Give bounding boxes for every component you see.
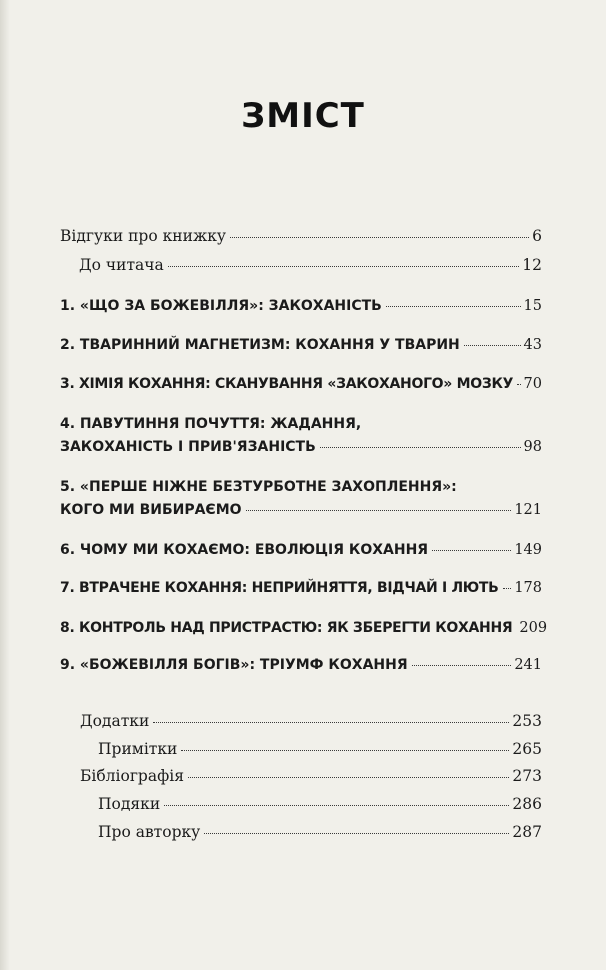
- toc-chapter-page: 178: [514, 580, 542, 596]
- dot-leader: [517, 384, 520, 385]
- dot-leader: [386, 306, 521, 307]
- toc-entry-back-2[interactable]: [98, 740, 542, 758]
- toc-chapter-label: 8. КОНТРОЛЬ НАД ПРИСТРАСТЮ: ЯК ЗБЕРЕГТИ КОХАННЯ: [60, 620, 513, 636]
- toc-entry-label: Додатки: [80, 712, 150, 730]
- toc-entry-page: 6: [532, 227, 542, 245]
- dot-leader: [320, 447, 521, 448]
- toc-entry-page: 265: [512, 740, 542, 758]
- dot-leader: [503, 588, 512, 589]
- dot-leader: [164, 805, 509, 806]
- toc-chapter-4-line1: 4. ПАВУТИННЯ ПОЧУТТЯ: ЖАДАННЯ,: [60, 416, 362, 432]
- toc-entry-page: 286: [512, 795, 542, 813]
- toc-entry-back-3[interactable]: [80, 767, 542, 785]
- toc-chapter-page: 43: [523, 337, 542, 353]
- toc-entry-page: 253: [512, 712, 542, 730]
- toc-entry-label: До читача: [79, 256, 164, 274]
- toc-chapter-7[interactable]: [60, 580, 542, 596]
- dot-leader: [153, 722, 509, 723]
- toc-chapter-page: 149: [514, 542, 542, 558]
- toc-entry-label: Примітки: [98, 740, 178, 758]
- toc-chapter-label: ЗАКОХАНІСТЬ І ПРИВ'ЯЗАНІСТЬ: [60, 439, 316, 455]
- toc-entry-back-4[interactable]: [98, 795, 542, 813]
- page-edge-shadow: [0, 0, 10, 970]
- dot-leader: [204, 833, 509, 834]
- toc-chapter-page: 241: [514, 657, 542, 673]
- toc-chapter-label: 9. «БОЖЕВІЛЛЯ БОГІВ»: ТРІУМФ КОХАННЯ: [60, 657, 408, 673]
- dot-leader: [181, 750, 509, 751]
- toc-chapter-8[interactable]: [60, 620, 548, 636]
- toc-entry-front-1[interactable]: [60, 227, 542, 245]
- toc-entry-page: 12: [522, 256, 542, 274]
- toc-chapter-page: 70: [523, 376, 542, 392]
- dot-leader: [412, 665, 512, 666]
- toc-entry-label: Про авторку: [98, 823, 201, 841]
- toc-chapter-5[interactable]: [60, 502, 542, 518]
- toc-chapter-1[interactable]: [60, 298, 542, 314]
- toc-chapter-label: 2. ТВАРИННИЙ МАГНЕТИЗМ: КОХАННЯ У ТВАРИН: [60, 337, 460, 353]
- toc-chapter-3[interactable]: [60, 376, 542, 392]
- toc-chapter-label: КОГО МИ ВИБИРАЄМО: [60, 502, 242, 518]
- toc-entry-label: Відгуки про книжку: [60, 227, 227, 245]
- toc-chapter-4[interactable]: [60, 439, 542, 455]
- toc-entry-label: Подяки: [98, 795, 161, 813]
- dot-leader: [432, 550, 511, 551]
- dot-leader: [188, 777, 509, 778]
- toc-chapter-label: 1. «ЩО ЗА БОЖЕВІЛЛЯ»: ЗАКОХАНІСТЬ: [60, 298, 382, 314]
- toc-chapter-label: 6. ЧОМУ МИ КОХАЄМО: ЕВОЛЮЦІЯ КОХАННЯ: [60, 542, 429, 558]
- toc-chapter-page: 98: [523, 439, 542, 455]
- toc-entry-label: Бібліографія: [80, 767, 184, 785]
- toc-entry-page: 273: [512, 767, 542, 785]
- toc-entry-back-1[interactable]: [80, 712, 542, 730]
- toc-chapter-page: 209: [519, 620, 548, 636]
- toc-entry-front-2[interactable]: [79, 256, 542, 274]
- dot-leader: [464, 345, 521, 346]
- page-title: ЗМІСТ: [241, 96, 365, 136]
- toc-chapter-6[interactable]: [60, 542, 542, 558]
- toc-chapter-page: 15: [523, 298, 542, 314]
- toc-chapter-5-line1: 5. «ПЕРШЕ НІЖНЕ БЕЗТУРБОТНЕ ЗАХОПЛЕННЯ»:: [60, 479, 457, 495]
- dot-leader: [246, 510, 512, 511]
- toc-entry-back-5[interactable]: [98, 823, 542, 841]
- toc-chapter-label: 7. ВТРАЧЕНЕ КОХАННЯ: НЕПРИЙНЯТТЯ, ВІДЧАЙ І ЛЮТЬ: [60, 580, 499, 596]
- dot-leader: [168, 266, 520, 267]
- toc-chapter-9[interactable]: [60, 657, 542, 673]
- toc-chapter-label: 3. ХІМІЯ КОХАННЯ: СКАНУВАННЯ «ЗАКОХАНОГО» МОЗКУ: [60, 376, 514, 392]
- toc-chapter-page: 121: [514, 502, 542, 518]
- toc-chapter-2[interactable]: [60, 337, 542, 353]
- toc-entry-page: 287: [512, 823, 542, 841]
- dot-leader: [230, 237, 529, 238]
